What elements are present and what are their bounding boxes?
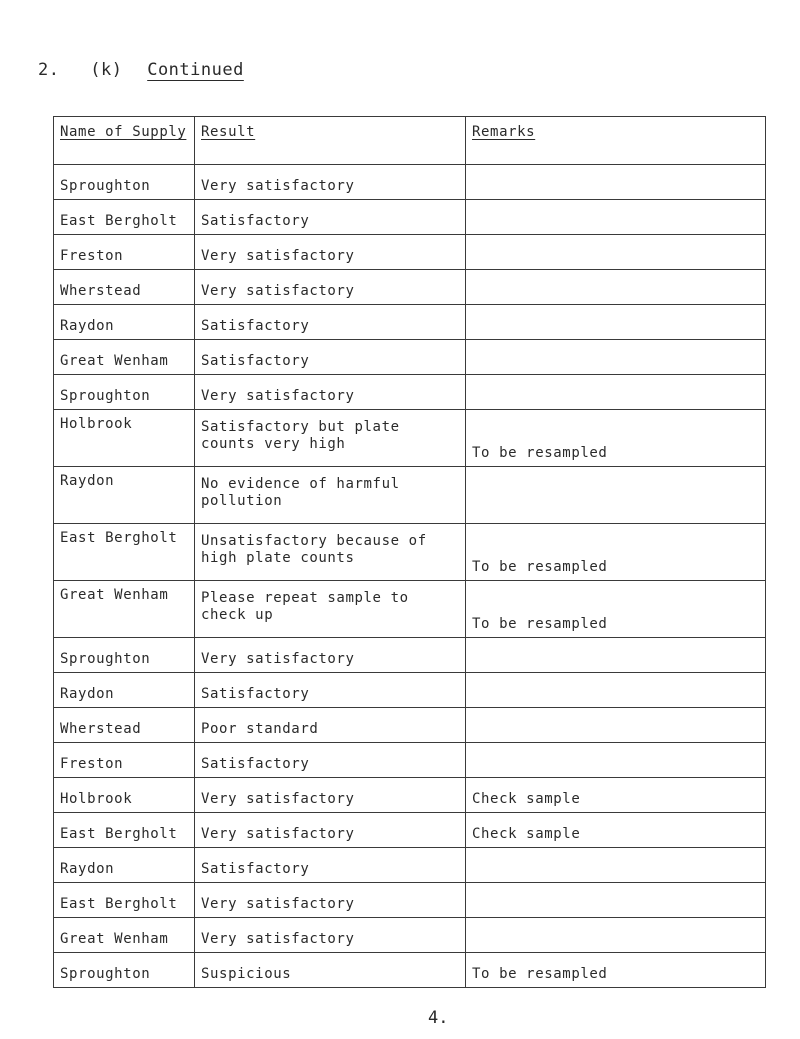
result-cell: Very satisfactory bbox=[195, 270, 466, 305]
result-cell: Very satisfactory bbox=[195, 235, 466, 270]
remarks-cell: To be resampled bbox=[466, 581, 766, 638]
table-row bbox=[54, 200, 766, 235]
table-row bbox=[54, 918, 766, 953]
result-cell: Satisfactory bbox=[195, 848, 466, 883]
result-cell: Very satisfactory bbox=[195, 918, 466, 953]
remarks-cell: To be resampled bbox=[466, 953, 766, 988]
supply-name-cell: East Bergholt bbox=[54, 200, 195, 235]
supply-name-cell: East Bergholt bbox=[54, 883, 195, 918]
supply-name-cell: Sproughton bbox=[54, 953, 195, 988]
result-cell: Very satisfactory bbox=[195, 375, 466, 410]
result-cell: Satisfactory bbox=[195, 200, 466, 235]
remarks-cell bbox=[466, 708, 766, 743]
table-row bbox=[54, 953, 766, 988]
result-cell: Very satisfactory bbox=[195, 638, 466, 673]
result-cell: Very satisfactory bbox=[195, 813, 466, 848]
table-row bbox=[54, 270, 766, 305]
remarks-cell bbox=[466, 305, 766, 340]
table-row bbox=[54, 165, 766, 200]
supply-name-cell: Great Wenham bbox=[54, 918, 195, 953]
supply-name-cell: Holbrook bbox=[54, 410, 195, 467]
header-result: Result bbox=[195, 117, 466, 165]
supply-name-cell: Raydon bbox=[54, 848, 195, 883]
remarks-cell bbox=[466, 673, 766, 708]
table-row bbox=[54, 813, 766, 848]
supply-name-cell: Raydon bbox=[54, 467, 195, 524]
remarks-cell bbox=[466, 340, 766, 375]
table-row bbox=[54, 235, 766, 270]
remarks-cell: Check sample bbox=[466, 813, 766, 848]
section-title: Continued bbox=[147, 60, 244, 80]
supply-name-cell: Great Wenham bbox=[54, 581, 195, 638]
remarks-cell bbox=[466, 848, 766, 883]
page-number: 4. bbox=[428, 1008, 449, 1028]
table-row bbox=[54, 581, 766, 638]
remarks-cell bbox=[466, 200, 766, 235]
table-row bbox=[54, 305, 766, 340]
remarks-cell bbox=[466, 235, 766, 270]
remarks-cell: To be resampled bbox=[466, 524, 766, 581]
header-name-of-supply: Name of Supply bbox=[54, 117, 195, 165]
remarks-cell bbox=[466, 743, 766, 778]
table-row bbox=[54, 340, 766, 375]
table-row bbox=[54, 708, 766, 743]
supply-name-cell: Freston bbox=[54, 743, 195, 778]
result-cell: Suspicious bbox=[195, 953, 466, 988]
supply-name-cell: East Bergholt bbox=[54, 524, 195, 581]
section-heading bbox=[38, 60, 244, 80]
supply-name-cell: Great Wenham bbox=[54, 340, 195, 375]
table-row bbox=[54, 883, 766, 918]
result-cell: Satisfactory bbox=[195, 673, 466, 708]
remarks-cell bbox=[466, 918, 766, 953]
supply-name-cell: Wherstead bbox=[54, 270, 195, 305]
table-row bbox=[54, 743, 766, 778]
supply-name-cell: Raydon bbox=[54, 673, 195, 708]
table-header-row bbox=[54, 117, 766, 165]
table-row bbox=[54, 524, 766, 581]
table-row bbox=[54, 673, 766, 708]
result-cell: Satisfactory bbox=[195, 743, 466, 778]
header-remarks: Remarks bbox=[466, 117, 766, 165]
result-cell: Very satisfactory bbox=[195, 778, 466, 813]
remarks-cell bbox=[466, 165, 766, 200]
remarks-cell bbox=[466, 467, 766, 524]
remarks-cell: Check sample bbox=[466, 778, 766, 813]
table-row bbox=[54, 638, 766, 673]
result-cell: Satisfactory but plate counts very high bbox=[195, 410, 466, 467]
section-number: 2. bbox=[38, 60, 60, 80]
result-cell: Please repeat sample to check up bbox=[195, 581, 466, 638]
supply-name-cell: Sproughton bbox=[54, 165, 195, 200]
result-cell: Poor standard bbox=[195, 708, 466, 743]
water-supply-results-table bbox=[53, 116, 766, 988]
remarks-cell bbox=[466, 375, 766, 410]
remarks-cell bbox=[466, 638, 766, 673]
supply-name-cell: Wherstead bbox=[54, 708, 195, 743]
result-cell: Very satisfactory bbox=[195, 165, 466, 200]
remarks-cell bbox=[466, 883, 766, 918]
result-cell: Very satisfactory bbox=[195, 883, 466, 918]
supply-name-cell: Sproughton bbox=[54, 375, 195, 410]
table-row bbox=[54, 778, 766, 813]
table-row bbox=[54, 848, 766, 883]
table-row bbox=[54, 375, 766, 410]
table-row bbox=[54, 410, 766, 467]
result-cell: Satisfactory bbox=[195, 305, 466, 340]
supply-name-cell: Sproughton bbox=[54, 638, 195, 673]
supply-name-cell: Freston bbox=[54, 235, 195, 270]
remarks-cell: To be resampled bbox=[466, 410, 766, 467]
result-cell: Satisfactory bbox=[195, 340, 466, 375]
supply-name-cell: East Bergholt bbox=[54, 813, 195, 848]
supply-name-cell: Holbrook bbox=[54, 778, 195, 813]
remarks-cell bbox=[466, 270, 766, 305]
subsection-label: (k) bbox=[90, 60, 123, 80]
table-row bbox=[54, 467, 766, 524]
result-cell: No evidence of harmful pollution bbox=[195, 467, 466, 524]
result-cell: Unsatisfactory because of high plate counts bbox=[195, 524, 466, 581]
supply-name-cell: Raydon bbox=[54, 305, 195, 340]
